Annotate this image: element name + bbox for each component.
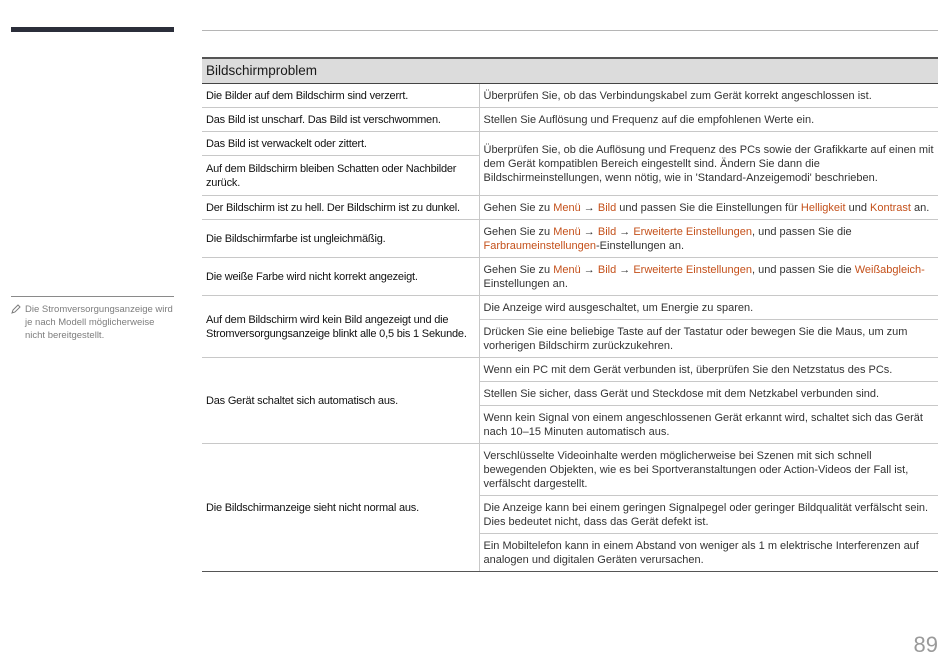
farbraum-link: Farbraumeinstellungen [483,239,597,252]
problem-cell: Der Bildschirm ist zu hell. Der Bildschirm ist zu dunkel. [202,196,479,220]
solution-cell: Überprüfen Sie, ob das Verbindungskabel zum Gerät korrekt angeschlossen ist. [479,84,938,108]
solution-cell: Gehen Sie zu Menü → Bild → Erweiterte Einstellungen, und passen Sie die Weißabgleich-Einstellungen an. [479,258,938,296]
solution-cell: Wenn ein PC mit dem Gerät verbunden ist, überprüfen Sie den Netzstatus des PCs. [479,358,938,382]
pencil-icon [11,304,21,314]
side-note-text: Die Stromversorgungsanzeige wird je nach Modell möglicherweise nicht bereitgestellt. [25,304,173,341]
solution-cell: Verschlüsselte Videoinhalte werden möglicherweise bei Szenen mit sich schnell bewegenden Objekten, wie es bei Sportveranstaltungen oder Action-Videos der Fall ist, verfälscht dargestellt. [479,444,938,496]
bild-link: Bild [597,225,617,238]
problem-cell: Das Bild ist verwackelt oder zittert. [202,132,479,156]
solution-cell: Drücken Sie eine beliebige Taste auf der Tastatur oder bewegen Sie die Maus, um zum vorherigen Bildschirm zurückzukehren. [479,320,938,358]
problem-cell: Das Bild ist unscharf. Das Bild ist verschwommen. [202,108,479,132]
weissabgleich-link: Weißabgleich- [854,263,925,276]
solution-cell: Stellen Sie sicher, dass Gerät und Steckdose mit dem Netzkabel verbunden sind. [479,382,938,406]
problem-cell: Auf dem Bildschirm bleiben Schatten oder Nachbilder zurück. [202,156,479,196]
section-marker-bar [11,27,174,32]
problem-cell: Die Bildschirmanzeige sieht nicht normal aus. [202,444,479,572]
erweiterte-einstellungen-link: Erweiterte Einstellungen [633,263,752,276]
solution-cell: Die Anzeige wird ausgeschaltet, um Energie zu sparen. [479,296,938,320]
solution-cell: Gehen Sie zu Menü → Bild → Erweiterte Einstellungen, und passen Sie die Farbraumeinstellungen-Einstellungen an. [479,220,938,258]
problem-cell: Die Bilder auf dem Bildschirm sind verzerrt. [202,84,479,108]
top-rule [202,30,938,31]
bild-link: Bild [597,201,617,214]
solution-cell: Die Anzeige kann bei einem geringen Signalpegel oder geringer Bildqualität verfälscht sein. Dies bedeutet nicht, dass das Gerät defekt ist. [479,496,938,534]
problem-cell: Auf dem Bildschirm wird kein Bild angezeigt und die Stromversorgungsanzeige blinkt alle 0,5 bis 1 Sekunde. [202,296,479,358]
kontrast-link: Kontrast [870,201,911,214]
solution-cell: Überprüfen Sie, ob die Auflösung und Frequenz des PCs sowie der Grafikkarte auf einen mit dem Gerät kompatiblen Bereich eingestellt sind. Ändern Sie dann die Bildschirmeinstellungen, wenn nötig, wie in 'Standard-Anzeigemodi' beschrieben. [479,132,938,196]
erweiterte-einstellungen-link: Erweiterte Einstellungen [633,225,752,238]
helligkeit-link: Helligkeit [800,201,846,214]
solution-cell: Gehen Sie zu Menü → Bild und passen Sie die Einstellungen für Helligkeit und Kontrast an. [479,196,938,220]
table-header: Bildschirmproblem [202,58,938,84]
bild-link: Bild [597,263,617,276]
menu-link: Menü [553,263,581,276]
problem-cell: Das Gerät schaltet sich automatisch aus. [202,358,479,444]
problem-cell: Die Bildschirmfarbe ist ungleichmäßig. [202,220,479,258]
menu-link: Menü [553,201,581,214]
solution-cell: Stellen Sie Auflösung und Frequenz auf die empfohlenen Werte ein. [479,108,938,132]
side-note [11,296,174,342]
problem-cell: Die weiße Farbe wird nicht korrekt angezeigt. [202,258,479,296]
page-number: 89 [913,632,938,657]
menu-link: Menü [553,225,581,238]
solution-cell: Wenn kein Signal von einem angeschlossenen Gerät erkannt wird, schaltet sich das Gerät nach 10–15 Minuten automatisch aus. [479,406,938,444]
solution-cell: Ein Mobiltelefon kann in einem Abstand von weniger als 1 m elektrische Interferenzen auf analogen und digitalen Geräten verursachen. [479,534,938,572]
troubleshooting-table [202,57,938,572]
